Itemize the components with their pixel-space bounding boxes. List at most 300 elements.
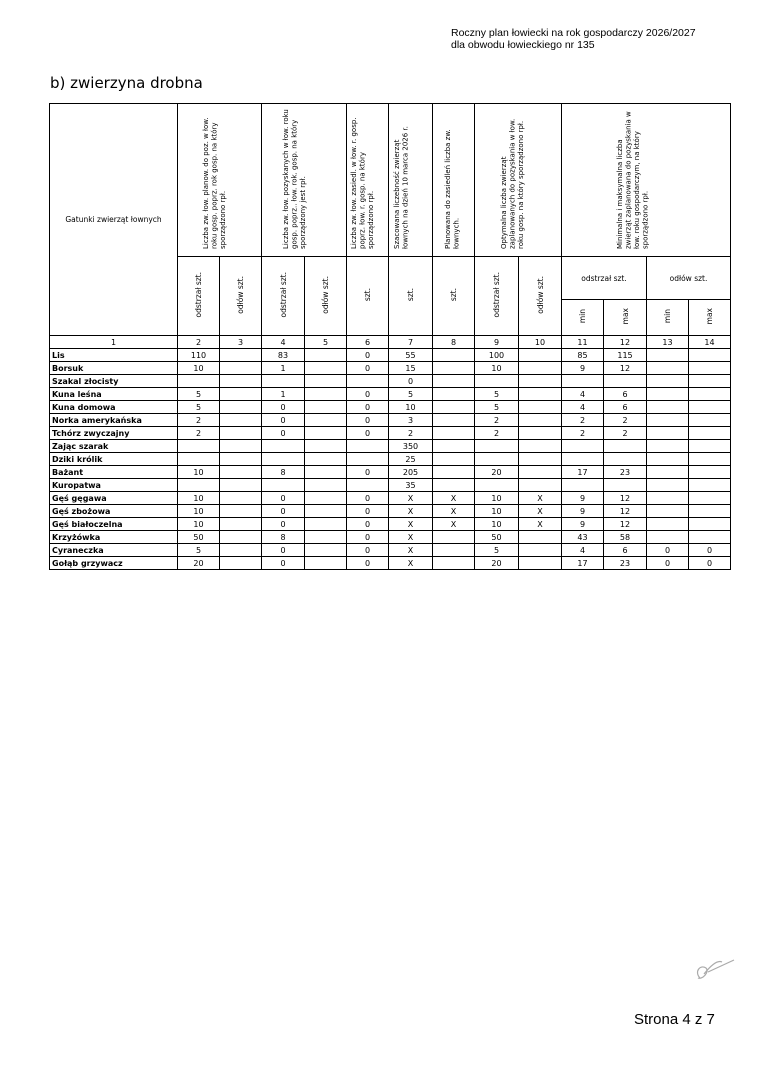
- species-name: Dziki królik: [50, 453, 178, 466]
- table-cell: 1: [262, 388, 305, 401]
- table-cell: [220, 388, 262, 401]
- table-cell: X: [433, 505, 475, 518]
- table-cell: X: [389, 518, 433, 531]
- table-cell: [433, 427, 475, 440]
- table-cell: 100: [475, 349, 519, 362]
- table-cell: [689, 388, 731, 401]
- min-label: min: [647, 300, 689, 336]
- odstrzal-label: odstrzał szt.: [178, 257, 220, 336]
- table-cell: 10: [475, 518, 519, 531]
- table-cell: 12: [604, 518, 647, 531]
- signature-icon: [686, 950, 736, 990]
- column-number: 10: [519, 336, 562, 349]
- table-row: [50, 440, 731, 453]
- odlow-label: odłów szt.: [305, 257, 347, 336]
- table-cell: [305, 362, 347, 375]
- table-cell: [604, 453, 647, 466]
- table-cell: 50: [178, 531, 220, 544]
- table-cell: [519, 414, 562, 427]
- szt-label: szt.: [347, 257, 389, 336]
- table-cell: 6: [604, 544, 647, 557]
- table-cell: [433, 414, 475, 427]
- table-row: [50, 518, 731, 531]
- table-cell: 9: [562, 492, 604, 505]
- table-cell: [305, 349, 347, 362]
- table-cell: [220, 401, 262, 414]
- table-cell: 0: [647, 557, 689, 570]
- section-title: b) zwierzyna drobna: [50, 74, 203, 92]
- table-row: [50, 427, 731, 440]
- table-cell: [519, 453, 562, 466]
- table-cell: [562, 440, 604, 453]
- table-cell: [689, 414, 731, 427]
- table-cell: 5: [475, 388, 519, 401]
- table-cell: 5: [475, 544, 519, 557]
- table-cell: [305, 544, 347, 557]
- table-cell: [262, 453, 305, 466]
- table-row: [50, 349, 731, 362]
- table-cell: 10: [475, 362, 519, 375]
- table-cell: [519, 440, 562, 453]
- table-cell: 2: [562, 427, 604, 440]
- table-cell: [647, 427, 689, 440]
- table-cell: [647, 479, 689, 492]
- table-cell: [689, 518, 731, 531]
- table-cell: [178, 375, 220, 388]
- column-number: 1: [50, 336, 178, 349]
- table-cell: [604, 479, 647, 492]
- table-cell: 23: [604, 557, 647, 570]
- table-cell: [647, 388, 689, 401]
- table-cell: 0: [689, 544, 731, 557]
- min-label: min: [562, 300, 604, 336]
- table-cell: 110: [178, 349, 220, 362]
- odstrzal-label: odstrzał szt.: [262, 257, 305, 336]
- table-cell: [647, 453, 689, 466]
- table-cell: [647, 414, 689, 427]
- table-cell: 0: [347, 388, 389, 401]
- max-label: max: [689, 300, 731, 336]
- table-cell: X: [389, 531, 433, 544]
- table-cell: 17: [562, 466, 604, 479]
- table-cell: 0: [347, 518, 389, 531]
- table-cell: [689, 440, 731, 453]
- table-cell: [220, 466, 262, 479]
- table-cell: [433, 349, 475, 362]
- table-cell: [519, 427, 562, 440]
- table-cell: 2: [178, 427, 220, 440]
- table-cell: [433, 557, 475, 570]
- table-cell: 8: [262, 466, 305, 479]
- table-cell: [647, 349, 689, 362]
- table-row: [50, 557, 731, 570]
- table-row: [50, 388, 731, 401]
- column-number: 3: [220, 336, 262, 349]
- table-cell: [305, 440, 347, 453]
- table-cell: [305, 375, 347, 388]
- table-cell: [178, 453, 220, 466]
- table-cell: [519, 401, 562, 414]
- table-cell: [347, 375, 389, 388]
- species-name: Gęś białoczelna: [50, 518, 178, 531]
- table-cell: 350: [389, 440, 433, 453]
- table-cell: 0: [347, 557, 389, 570]
- table-cell: 0: [262, 557, 305, 570]
- table-cell: [305, 518, 347, 531]
- col2-header: Liczba zw. łow. planow. do poz. w łow. roku gosp. poprz. rok gosp. na który sporządzono rpł.: [178, 104, 262, 257]
- table-cell: 0: [389, 375, 433, 388]
- table-cell: [305, 492, 347, 505]
- table-cell: 0: [347, 349, 389, 362]
- col8-header: Planowana do zasiedleń liczba zw. łownych.: [433, 104, 475, 257]
- table-cell: [262, 440, 305, 453]
- table-cell: 0: [262, 544, 305, 557]
- table-cell: [178, 479, 220, 492]
- table-cell: X: [389, 505, 433, 518]
- table-cell: 10: [389, 401, 433, 414]
- hunting-plan-table: [49, 103, 731, 570]
- table-cell: [689, 453, 731, 466]
- species-header: Gatunki zwierząt łownych: [50, 104, 178, 336]
- table-cell: 0: [347, 362, 389, 375]
- table-cell: 0: [262, 414, 305, 427]
- table-cell: 20: [475, 466, 519, 479]
- table-cell: 6: [604, 401, 647, 414]
- table-cell: 17: [562, 557, 604, 570]
- table-cell: [347, 453, 389, 466]
- column-number: 9: [475, 336, 519, 349]
- table-row: [50, 362, 731, 375]
- species-name: Gołąb grzywacz: [50, 557, 178, 570]
- table-cell: [519, 544, 562, 557]
- species-name: Krzyżówka: [50, 531, 178, 544]
- table-cell: [433, 453, 475, 466]
- table-cell: [562, 479, 604, 492]
- table-cell: [433, 531, 475, 544]
- table-cell: 20: [178, 557, 220, 570]
- table-cell: 5: [475, 401, 519, 414]
- table-cell: [178, 440, 220, 453]
- species-name: Szakal złocisty: [50, 375, 178, 388]
- table-cell: 0: [262, 427, 305, 440]
- table-cell: 20: [475, 557, 519, 570]
- table-cell: [647, 362, 689, 375]
- table-cell: [433, 440, 475, 453]
- table-cell: [689, 362, 731, 375]
- table-cell: [305, 414, 347, 427]
- table-cell: [305, 531, 347, 544]
- col11-header: Minimalna i maksymalna liczba zwierząt zaplanowana do pozyskania w łow. roku gospodarczym, na który sporządzono rpł.: [562, 104, 731, 257]
- table-cell: [475, 440, 519, 453]
- table-cell: [519, 479, 562, 492]
- column-number: 2: [178, 336, 220, 349]
- species-name: Kuropatwa: [50, 479, 178, 492]
- header-line-1: Roczny plan łowiecki na rok gospodarczy 2026/2027: [451, 27, 696, 39]
- table-cell: [262, 375, 305, 388]
- table-cell: 10: [178, 518, 220, 531]
- table-cell: [220, 414, 262, 427]
- column-number: 7: [389, 336, 433, 349]
- column-number-row: [50, 336, 731, 349]
- table-cell: X: [433, 518, 475, 531]
- table-cell: 12: [604, 505, 647, 518]
- szt-label: szt.: [389, 257, 433, 336]
- table-cell: [519, 531, 562, 544]
- table-cell: [689, 479, 731, 492]
- table-cell: [519, 557, 562, 570]
- table-cell: 0: [347, 427, 389, 440]
- odlow-label: odłów szt.: [220, 257, 262, 336]
- table-cell: [689, 349, 731, 362]
- table-cell: [220, 453, 262, 466]
- table-cell: 2: [475, 414, 519, 427]
- table-cell: [689, 505, 731, 518]
- odlow-label: odłów szt.: [519, 257, 562, 336]
- table-cell: 55: [389, 349, 433, 362]
- table-cell: [220, 518, 262, 531]
- table-cell: 6: [604, 388, 647, 401]
- table-cell: [604, 440, 647, 453]
- table-row: [50, 544, 731, 557]
- table-cell: [647, 375, 689, 388]
- column-number: 14: [689, 336, 731, 349]
- column-number: 12: [604, 336, 647, 349]
- col7-header: Szacowana liczebność zwierząt łownych na dzień 10 marca 2026 r.: [389, 104, 433, 257]
- species-name: Lis: [50, 349, 178, 362]
- species-name: Zając szarak: [50, 440, 178, 453]
- species-name: Cyraneczka: [50, 544, 178, 557]
- table-cell: 5: [178, 544, 220, 557]
- table-cell: 0: [347, 401, 389, 414]
- table-cell: [305, 557, 347, 570]
- table-cell: 4: [562, 544, 604, 557]
- table-row: [50, 401, 731, 414]
- table-cell: [647, 492, 689, 505]
- table-cell: 25: [389, 453, 433, 466]
- table-cell: [305, 388, 347, 401]
- table-cell: 58: [604, 531, 647, 544]
- table-row: [50, 466, 731, 479]
- table-cell: 12: [604, 362, 647, 375]
- table-cell: [647, 401, 689, 414]
- table-cell: [347, 479, 389, 492]
- table-cell: 9: [562, 518, 604, 531]
- table-cell: X: [519, 505, 562, 518]
- table-cell: [305, 401, 347, 414]
- col6-header: Liczba zw. łow. zasiedl. w łow. r. gosp. poprz. łow. r. gosp. na który sporządzono rpł.: [347, 104, 389, 257]
- table-cell: 10: [178, 492, 220, 505]
- table-cell: [562, 375, 604, 388]
- table-cell: 10: [178, 466, 220, 479]
- species-name: Kuna domowa: [50, 401, 178, 414]
- table-cell: 0: [647, 544, 689, 557]
- table-cell: X: [519, 492, 562, 505]
- table-cell: [519, 466, 562, 479]
- table-cell: 1: [262, 362, 305, 375]
- table-row: [50, 414, 731, 427]
- table-cell: 0: [262, 401, 305, 414]
- table-cell: [519, 349, 562, 362]
- table-cell: 0: [347, 414, 389, 427]
- table-cell: 10: [475, 492, 519, 505]
- table-cell: [305, 453, 347, 466]
- table-cell: 5: [178, 401, 220, 414]
- table-cell: 15: [389, 362, 433, 375]
- table-cell: [433, 388, 475, 401]
- table-cell: [689, 427, 731, 440]
- table-cell: 115: [604, 349, 647, 362]
- table-cell: [475, 453, 519, 466]
- column-number: 5: [305, 336, 347, 349]
- table-cell: [262, 479, 305, 492]
- table-cell: [647, 531, 689, 544]
- table-cell: [220, 479, 262, 492]
- table-cell: 0: [347, 505, 389, 518]
- table-cell: 43: [562, 531, 604, 544]
- species-name: Norka amerykańska: [50, 414, 178, 427]
- species-name: Kuna leśna: [50, 388, 178, 401]
- table-row: [50, 375, 731, 388]
- species-name: Borsuk: [50, 362, 178, 375]
- table-cell: [305, 427, 347, 440]
- table-cell: X: [389, 557, 433, 570]
- header-line-2: dla obwodu łowieckiego nr 135: [451, 39, 595, 51]
- table-cell: 2: [475, 427, 519, 440]
- table-cell: 35: [389, 479, 433, 492]
- table-cell: X: [389, 544, 433, 557]
- table-cell: 0: [347, 531, 389, 544]
- table-cell: 0: [262, 518, 305, 531]
- table-cell: 0: [347, 466, 389, 479]
- table-cell: 2: [604, 414, 647, 427]
- table-cell: 0: [347, 544, 389, 557]
- species-name: Gęś gęgawa: [50, 492, 178, 505]
- table-cell: [647, 440, 689, 453]
- document-header: [451, 27, 696, 51]
- table-cell: X: [519, 518, 562, 531]
- table-cell: 0: [262, 505, 305, 518]
- table-row: [50, 479, 731, 492]
- table-cell: 205: [389, 466, 433, 479]
- table-cell: [647, 518, 689, 531]
- table-cell: 4: [562, 388, 604, 401]
- table-cell: 0: [347, 492, 389, 505]
- table-cell: [220, 349, 262, 362]
- table-cell: [433, 401, 475, 414]
- table-cell: [220, 505, 262, 518]
- table-cell: 50: [475, 531, 519, 544]
- table-cell: [305, 466, 347, 479]
- table-cell: [433, 362, 475, 375]
- odlow-range-label: odłów szt.: [647, 257, 731, 300]
- table-cell: [519, 375, 562, 388]
- odstrzal-label: odstrzał szt.: [475, 257, 519, 336]
- table-cell: [519, 362, 562, 375]
- table-cell: 5: [178, 388, 220, 401]
- column-number: 13: [647, 336, 689, 349]
- table-cell: 2: [562, 414, 604, 427]
- species-name: Bażant: [50, 466, 178, 479]
- table-cell: [689, 375, 731, 388]
- table-cell: [220, 531, 262, 544]
- table-cell: [347, 440, 389, 453]
- table-cell: [433, 544, 475, 557]
- table-cell: 23: [604, 466, 647, 479]
- table-cell: [475, 375, 519, 388]
- table-cell: 10: [178, 362, 220, 375]
- table-cell: 0: [689, 557, 731, 570]
- table-cell: 9: [562, 505, 604, 518]
- table-cell: [562, 453, 604, 466]
- col4-header: Liczba zw. łow. pozyskanych w łow. roku gosp. poprz.. łow. rok. gosp. na który sporządzony jest rpł.: [262, 104, 347, 257]
- table-row: [50, 453, 731, 466]
- table-cell: [305, 479, 347, 492]
- table-cell: 2: [389, 427, 433, 440]
- szt-label: szt.: [433, 257, 475, 336]
- odstrzal-range-label: odstrzał szt.: [562, 257, 647, 300]
- table-row: [50, 531, 731, 544]
- column-number: 8: [433, 336, 475, 349]
- table-cell: 85: [562, 349, 604, 362]
- table-cell: [220, 492, 262, 505]
- table-cell: 9: [562, 362, 604, 375]
- table-cell: [305, 505, 347, 518]
- table-cell: [220, 544, 262, 557]
- table-cell: 4: [562, 401, 604, 414]
- page-number: Strona 4 z 7: [634, 1011, 715, 1028]
- species-name: Tchórz zwyczajny: [50, 427, 178, 440]
- table-cell: [220, 557, 262, 570]
- table-cell: X: [389, 492, 433, 505]
- table-cell: [433, 479, 475, 492]
- column-number: 11: [562, 336, 604, 349]
- table-cell: 8: [262, 531, 305, 544]
- table-cell: X: [433, 492, 475, 505]
- column-number: 4: [262, 336, 305, 349]
- table-cell: [220, 427, 262, 440]
- table-row: [50, 492, 731, 505]
- table-cell: 2: [178, 414, 220, 427]
- table-cell: 5: [389, 388, 433, 401]
- table-cell: 10: [178, 505, 220, 518]
- table-cell: [647, 505, 689, 518]
- table-cell: [433, 375, 475, 388]
- col9-header: Optymalna liczba zwierząt zaplanowanych do pozyskania w łow. roku gosp. na który sporządzono rpł.: [475, 104, 562, 257]
- table-cell: [433, 466, 475, 479]
- table-cell: [604, 375, 647, 388]
- table-cell: 10: [475, 505, 519, 518]
- max-label: max: [604, 300, 647, 336]
- table-cell: 3: [389, 414, 433, 427]
- table-cell: 12: [604, 492, 647, 505]
- species-name: Gęś zbożowa: [50, 505, 178, 518]
- table-cell: [689, 401, 731, 414]
- table-cell: [220, 375, 262, 388]
- table-cell: 83: [262, 349, 305, 362]
- table-cell: 2: [604, 427, 647, 440]
- table-cell: [647, 466, 689, 479]
- table-cell: [689, 492, 731, 505]
- table-cell: [220, 362, 262, 375]
- table-cell: [689, 466, 731, 479]
- header-row-1: [50, 104, 731, 257]
- table-cell: [689, 531, 731, 544]
- table-cell: [475, 479, 519, 492]
- column-number: 6: [347, 336, 389, 349]
- table-cell: [519, 388, 562, 401]
- table-cell: [220, 440, 262, 453]
- table-cell: 0: [262, 492, 305, 505]
